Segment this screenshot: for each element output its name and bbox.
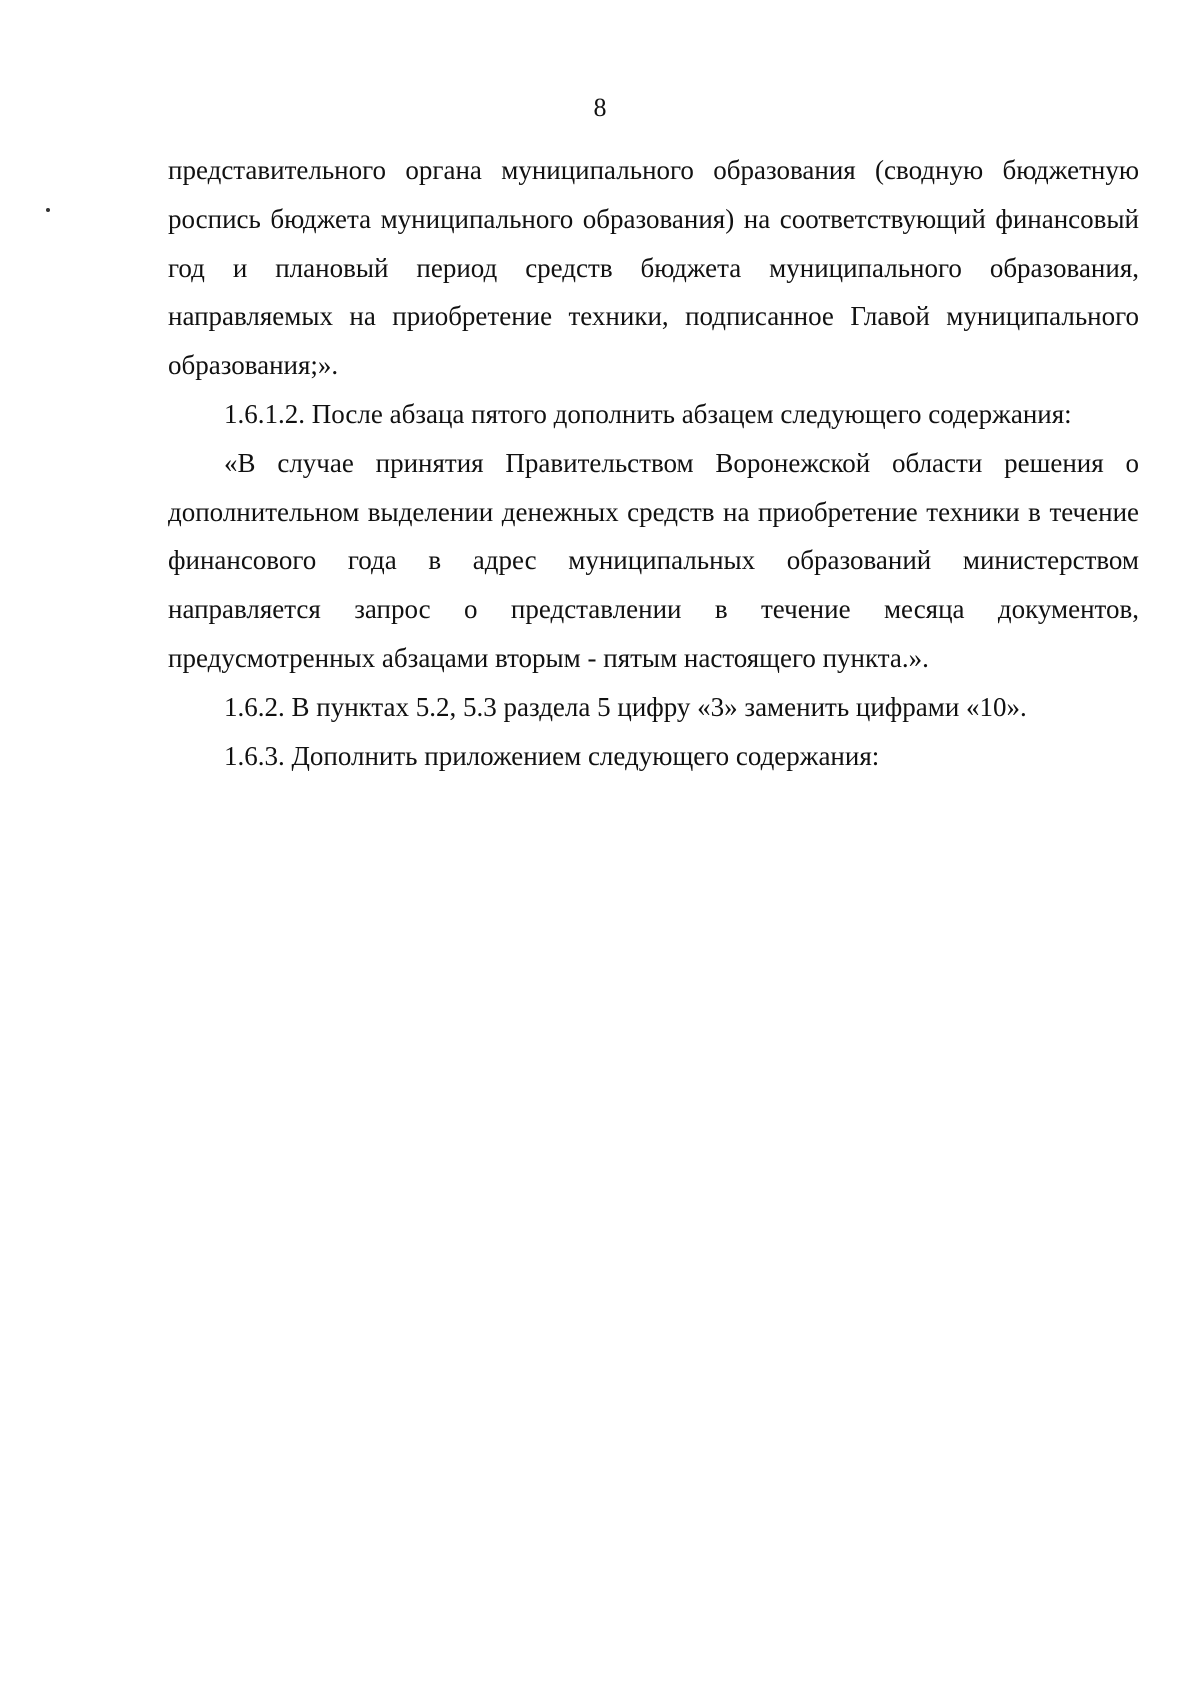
paragraph-quoted-amendment: «В случае принятия Правительством Воронежской области решения о дополнительном выделении денежных средств на приобретение техники в течение финансового года в адрес муниципальных образований министерством направляется запрос о представлении в течение месяца документов, предусмотренных абзацами вторым - пятым настоящего пункта.».	[168, 447, 1139, 673]
paragraph-item-1-6-2: 1.6.2. В пунктах 5.2, 5.3 раздела 5 цифру «3» заменить цифрами «10».	[224, 691, 1027, 722]
page-number: 8	[593, 93, 607, 122]
scan-dot-mark	[46, 208, 50, 212]
paragraph-item-1-6-1-2: 1.6.1.2. После абзаца пятого дополнить абзацем следующего содержания:	[224, 398, 1072, 429]
paragraph-continuation: представительного органа муниципального образования (сводную бюджетную роспись бюджета муниципального образования) на соответствующий финансовый год и плановый период средств бюджета муниципального образования, направляемых на приобретение техники, подписанное Главой муниципального образования;».	[168, 155, 1139, 381]
document-body	[168, 146, 1139, 780]
paragraph-item-1-6-3: 1.6.3. Дополнить приложением следующего содержания:	[224, 740, 880, 771]
